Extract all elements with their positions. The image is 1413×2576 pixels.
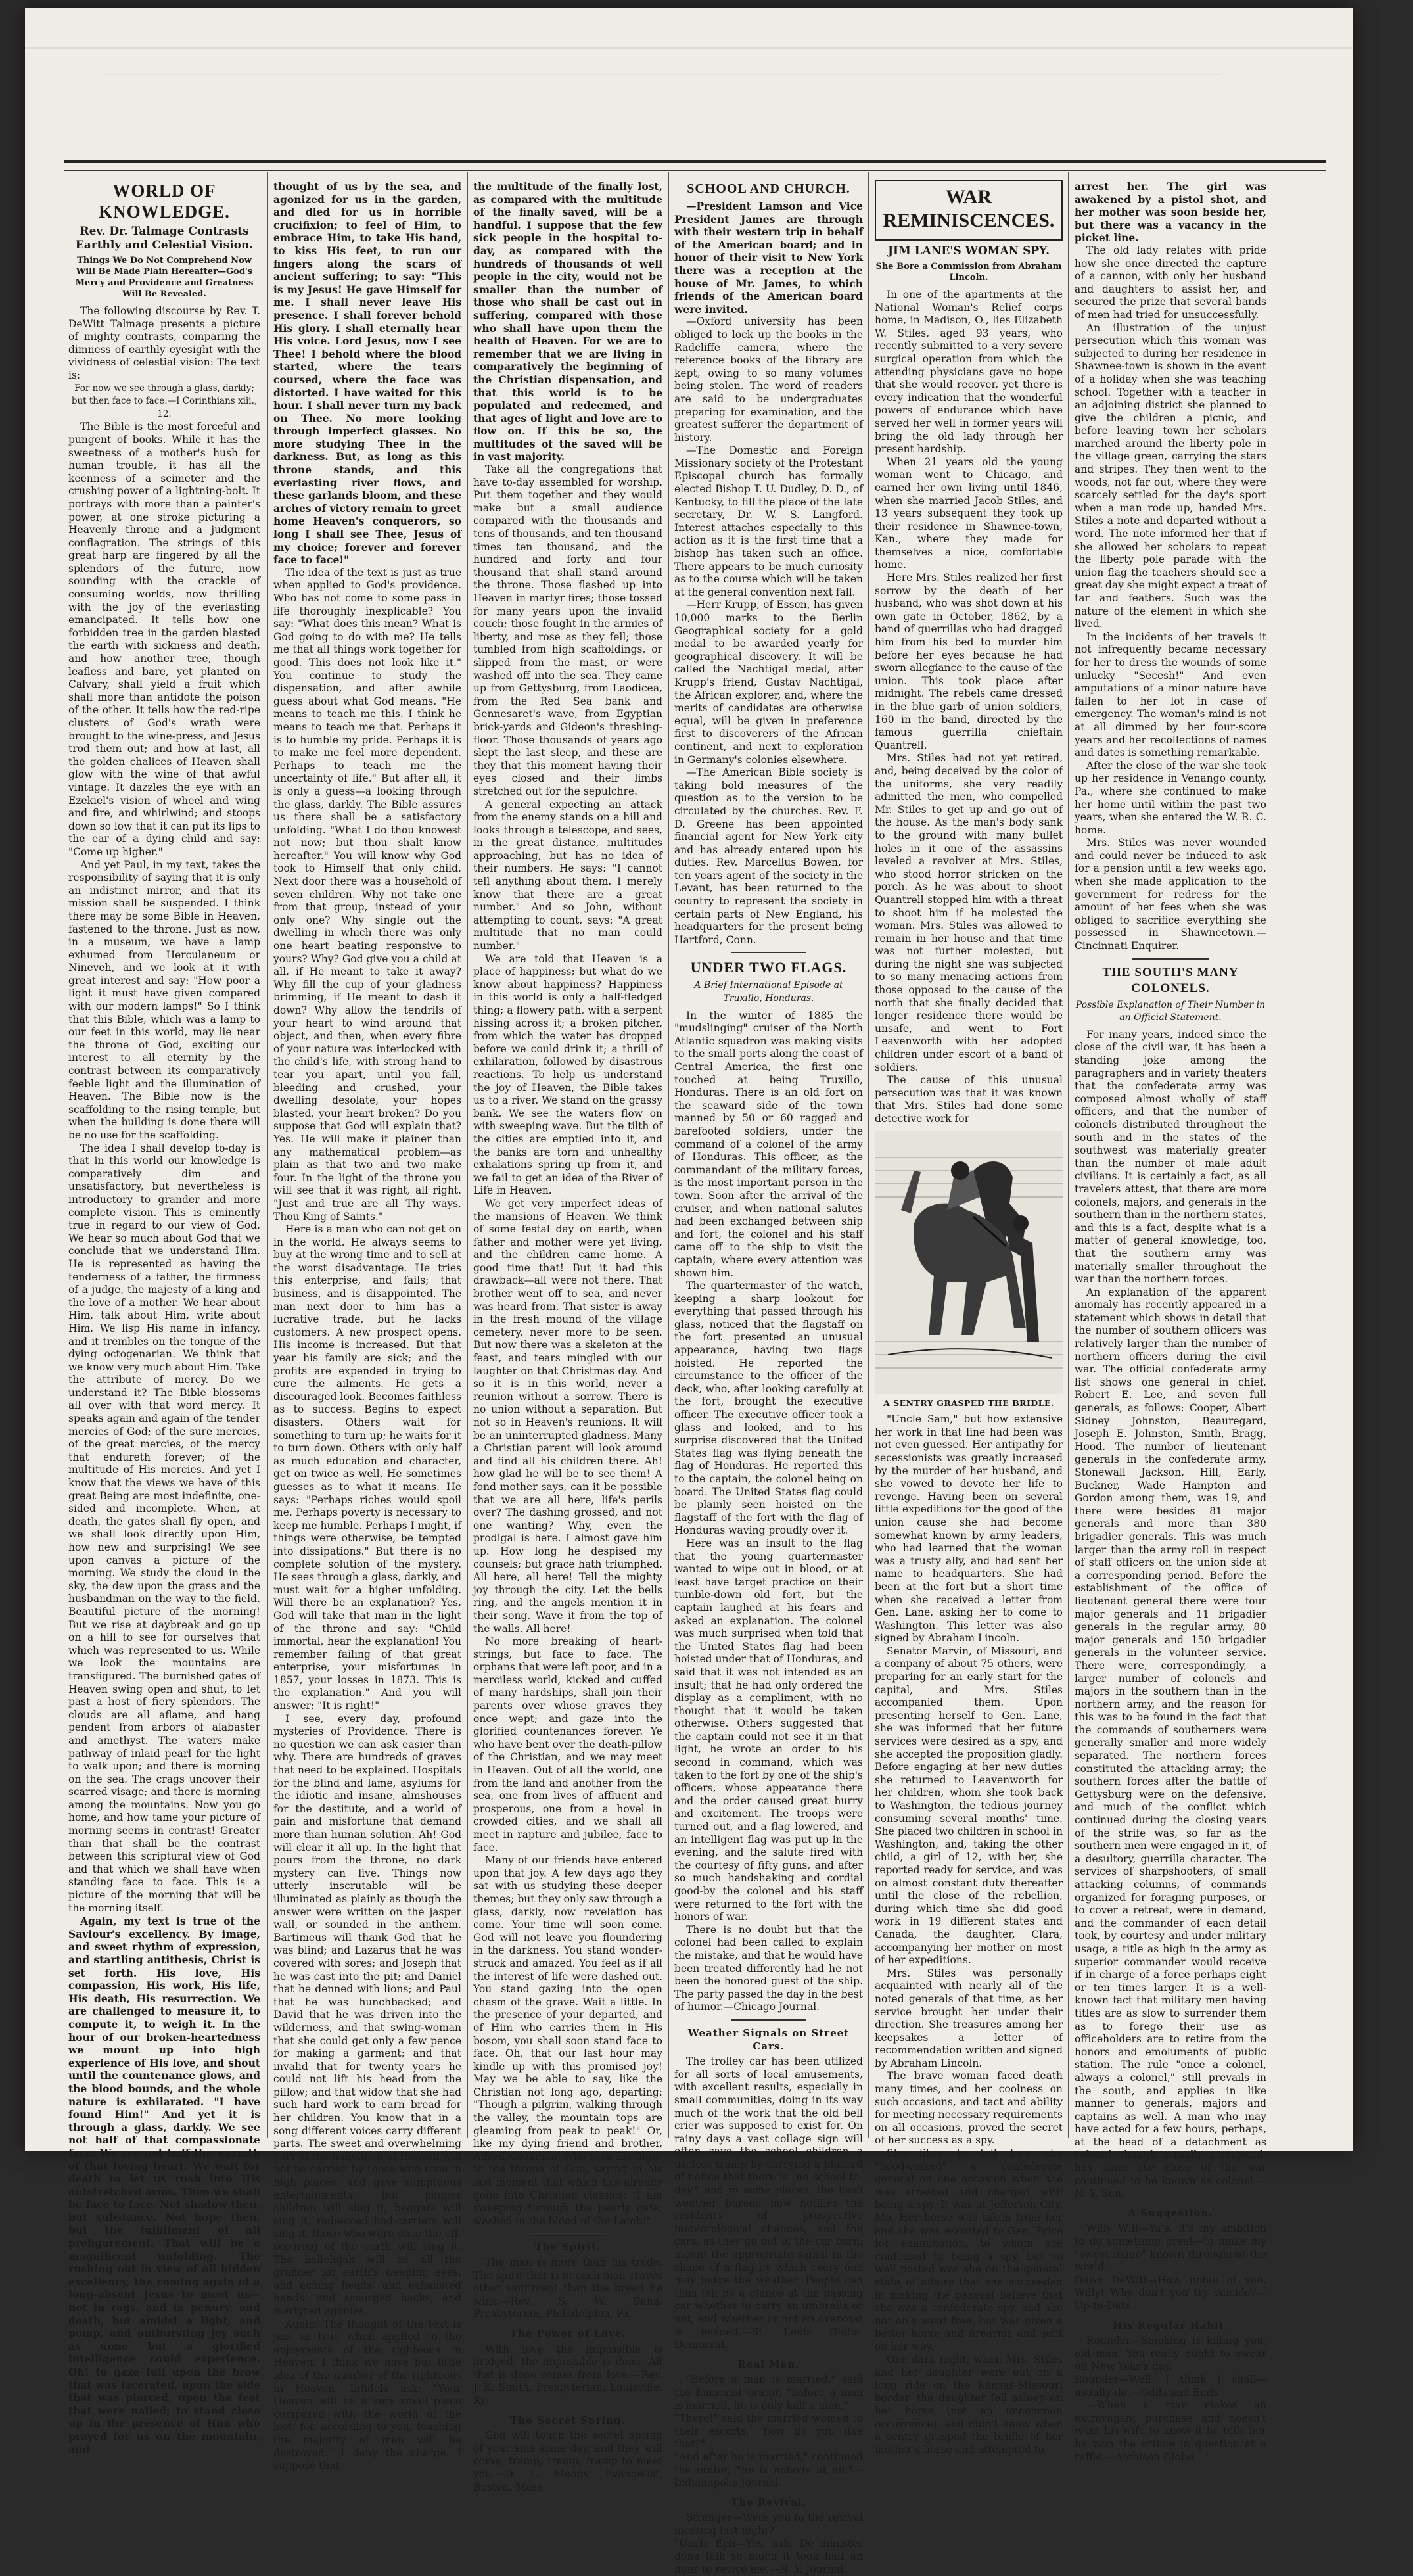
newspaper-page [25,8,1353,2575]
paragraph: Here Mrs. Stiles realized her first sorrow by the death of her husband, who was shot down at his own gate in October, 1862, by a band of guerrillas who had dragged him from his bed to murder him before her eyes because he had sworn allegiance to the cause of the union. This took place after midnight. The rebels came dressed in the blue garb of union soldiers, 160 in the band, directed by the famous guerrilla chieftain Quantrell. [875,572,1063,751]
paragraph: Willy Wilt—Ya's, it's my ambition to do something great—to make my "sweet name" known throughout the world. Daisy DeWitt—How noble of you, Willy! Why don't you try suicide?—Up-to-Date. [1075,2222,1266,2312]
paragraph: The trolley car has been utilized for all sorts of local amusements, with excellent results, especially in small communities, doing in its way much of the work that the old bell crier was supposed to exist for. On rainy days a vast collage sign will often save the school children a useless tramp by carrying a placard of notice that there is "no school to-day," and in some places, the local weather bureau now notifies the residents of prospective meteorological changes, and the cars, as they go out of the car barn, mount the appropriate signal in the shape of a flag by which every one may judge the weather. People can thus tell by a glance at the passing car whether to carry an umbrella or not, and whether or not an overcoat is needed.—St. Louis Globe-Democrat. [674,2055,863,2351]
headline-box [875,180,1063,241]
paragraph: —Herr Krupp, of Essen, has given 10,000 marks to the Berlin Geographical society for a gold medal to be awarded yearly for geographical discovery. It will be called the Nachtigal medal, after Krupp's friend, Gustav Nachtigal, the African explorer, and, where the merits of candidates are otherwise equal, will be given in preference first to discoverers of the African continent, and next to exploration in Germany's colonies elsewhere. [674,599,863,766]
paragraph: A general expecting an attack from the enemy stands on a hill and looks through a telescope, and sees, in the great distance, multitudes approaching, but has no idea of their numbers. He says: "I cannot tell anything about them. I merely know that there are a great number." And so John, without attempting to count, says: "A great multitude that no man could number." [473,798,662,952]
subdeck: She Bore a Commission from Abraham Lincoln. [875,262,1062,283]
paragraph: Mrs. Stiles was never wounded and could never be induced to ask for a pension until a few weeks ago, when she made application to the government for redress for the amount of her fees when she was obliged to sacrifice everything she possessed in Shawneetown.—Cincinnati Enquirer. [1075,837,1266,952]
divider [731,952,806,953]
column-3 [473,180,662,2493]
paragraph: We get very imperfect ideas of the mansions of Heaven. We think of some festal day on earth, when father and mother were yet living, and the children came home. A good time that! But it had this drawback—all were not there. That brother went off to sea, and never was heard from. That sister is away in the fresh mound of the village cemetery, never more to be seen. But now there was a skeleton at the feast, and tears mingled with our laughter on that Christmas day. And so it is in this world, never a reunion without a sorrow. There is no union without a separation. But not so in Heaven's reunions. It will be an uninterrupted gladness. Many a Christian parent will look around and find all his children there. Ah! how glad he will be to see them! A fond mother says, can it be possible that we are all here, life's perils over? The dashing grossed, and not one wanting? Why, even the prodigal is here. I almost gave him up. How long he despised my counsels; but grace hath triumphed. All here, all here! Tell the mighty joy through the city. Let the bells ring, and the angels mention it in their song. Wave it from the top of the walls. All here! [473,1197,662,1635]
paragraph: "Uncle Sam," but how extensive her work in that line had been was not even guessed. Her antipathy for secessionists was greatly increased by the murder of her husband, and she vowed to devote her life to revenge. Having been on several little expeditions for the good of the union cause she had become somewhat known by army leaders, who had learned that the woman was a trusty ally, and had sent her name to headquarters. She had been at the fort but a short time when she received a letter from Gen. Lane, asking her to come to Washington. This letter was also signed by Abraham Lincoln. [875,1413,1063,1645]
column-rule [868,172,869,2138]
paragraph: I see, every day, profound mysteries of Providence. There is no question we can ask easier than why. There are hundreds of graves that need to be explained. Hospitals for the blind and lame, asylums for the idiotic and insane, almshouses for the destitute, and a world of pain and misfortune that demand more than human solution. Ah! God will clear it all up. In the light that pours from the throne, no dark mystery can live. Things now utterly inscrutable will be illuminated as plainly as though the answer were written on the jasper wall, or sounded in the anthem. Bartimeus will thank God that he was blind; and Lazarus that he was covered with sores; and Joseph that he was cast into the pit; and Daniel that he denned with lions; and Paul that he was hunchbacked; and David that he was driven into the wilderness, and that swing-woman that she could get only a few pence for making a garment; and that invalid that for twenty years he could not lift his head from the pillow; and that widow that she had such hard work to earn bread for her children. You know that in a song different voices carry different parts. The sweet and overwhelming part of the hallelujah of Heaven will not be carried by those who rode in high places, and gave sumptuous entertainments, but pauper children will sing it, beggars will sing it, redeemed hod-carriers will sing it, those who were once the off-scouring of the earth will sing it. The hallelujah will be all the grander for earth's weeping eyes, and aching heads, and exhausted hands, and scourged backs, and martyred agonies. [273,1712,461,2317]
engraving-image [875,1131,1063,1394]
paragraph: We are told that Heaven is a place of happiness; but what do we know about happiness? Happiness in this world is only a half-fledged thing; a flowery path, with a serpent hissing across it; a broken pitcher, from which the water has dropped before we could drink it; a thrill of exhilaration, followed by disastrous reactions. To help us understand the joy of Heaven, the Bible takes us to a river. We stand on the grassy bank. We see the waters flow on with sweeping wave. But the tilth of the cities are emptied into it, and the banks are torn and unhealthy exhalations spring up from it, and we fail to get an idea of the River of Life in Heaven. [473,952,662,1197]
headline: THE SOUTH'S MANY COLONELS. [1102,965,1239,995]
paragraph: Take all the congregations that have to-day assembled for worship. Put them together and they would make but a small audience compared with the thousands and tens of thousands, and ten thousand times ten thousand, and the hundred and forty and four thousand that shall stand around the throne. Those flashed up into Heaven in martyr fires; those tossed for many years upon the invalid couch; those fought in the armies of liberty, and rose as they fell; those tumbled from high scaffoldings, or slipped from the mast, or were washed off into the sea. They came up from Gettysburg, from Laodicea, from the Red Sea bank and Gennesaret's wave, from Egyptian brick-yards and Gideon's threshing-floor. Those thousands of years ago slept the last sleep, and these are they that this moment having their eyes closed and their limbs stretched out for the sepulchre. [473,463,662,797]
illustration-caption: A SENTRY GRASPED THE BRIDLE. [883,1397,1054,1408]
paragraph: "Before a man is married," said the humorist orator, "before a man is married, he is only half a man." "There!" said the married women to their escorts, "how do you like that?" "And after he is married," continued the orator, "he is nobody at all."—Indianapolis Journal. [674,2374,863,2489]
paragraph: There is no doubt but that the colonel had been called to explain the mistake, and that he would have been treated differently had he not been the honored guest of the ship. The party passed the day in the best of humor.—Chicago Journal. [674,1923,863,2013]
paragraph: The idea I shall develop to-day is that in this world our knowledge is comparatively dim and unsatisfactory, but nevertheless is introductory to grander and more complete vision. This is eminently true in regard to our view of God. We hear so much about God that we conclude that we understand Him. He is represented as having the tenderness of a father, the firmness of a judge, the majesty of a king and the love of a mother. We hear about Him, talk about Him, write about Him. We lisp His name in infancy, and it trembles on the tongue of the dying octogenarian. We think that we know very much about Him. Take the attribute of mercy. Do we understand it? The Bible blossoms all over with that word mercy. It speaks again and again of the tender mercies of God; of the sure mercies, of the great mercies, of the mercy that endureth forever; of the multitude of His mercies. And yet I know that the views we have of this great Being are most indefinite, one-sided and incomplete. When, at death, the gates shall fly open, and we shall look directly upon Him, how new and surprising! We see upon canvas a picture of the morning. We study the cloud in the sky, the dew upon the grass and the husbandman on the way to the field. Beautiful picture of the morning! But we rise at daybreak and go up on a hill to see for ourselves that which was represented to us. While we look the mountains are transfigured. The burnished gates of Heaven swing open and shut, to let past a host of fiery splendors. The clouds are all aflame, and hang pendent from arbors of alabaster and amethyst. The waters make pathway of inlaid pearl for the light to walk upon; and there is morning on the sea. The crags uncover their scarred visage; and there is morning among the mountains. Now you go home, and how tame your picture of morning seems in contrast! Greater than that shall be the contrast between this scriptural view of God and that which we shall have when standing face to face. This is a picture of the morning that will be the morning itself. [68,1142,260,1914]
paragraph: The old lady relates with pride how she once directed the capture of a cannon, with only her husband and daughters to assist her, and secured the prize that several bands of men had tried for unsuccessfully. [1075,244,1266,321]
paragraph: Again: The thought of the text is just as true when applied to the enjoyments of the righteous in Heaven. I think we have but little idea of the number of the righteous in Heaven. Infidels ask: "Your Heaven will be a very small place compared with the world of the lost; for, according to you, teaching the majority of men will be destroyed." I deny the charge. I suppose that [273,2318,461,2472]
column-5 [875,180,1063,2456]
paragraph: —When a man makes an extravagant purchase and doesn't want his wife to know it he tells her he won the article in question at a raffle.—Atchison Globe. [1075,2399,1266,2463]
column-rule [668,172,669,2138]
column-2 [273,180,461,2472]
paragraph: thought of us by the sea, and agonized for us in the garden, and died for us in horrible crucifixion; to feel of Him, to embrace Him, to take His hand, to kiss His feet, to run our fingers along the scars of ancient suffering; to say: "This is my Jesus! He gave Himself for me. I shall never leave His presence. I shall forever behold His glory. I shall eternally hear His voice. Lord Jesus, now I see Thee! I behold where the blood started, where the tears coursed, where the face was distorted. I have waited for this hour. I shall never turn my back on Thee. No more looking through imperfect glasses. No more studying Thee in the darkness. But, as long as this throne stands, and this everlasting river flows, and these garlands bloom, and these arches of victory remain to greet home Heaven's conquerors, so long I shall see Thee, Jesus of my choice; forever and forever face to face!" [273,180,461,567]
headline: WAR REMINISCENCES. [883,186,1055,231]
subhead: The Spirit. [534,2241,601,2253]
paragraph: The Bible is the most forceful and pungent of books. While it has the sweetness of a mother's hush for human trouble, it has all the keenness of a scimeter and the crushing power of a lightning-bolt. It portrays with more than a painter's power, at one stroke picturing a Heavenly throne and a judgment conflagration. The strings of this great harp are fingered by all the splendors of the future, now sounding with the crackle of consuming worlds, now thrilling with the joy of the everlasting emancipated. It tells how one forbidden tree in the garden blasted the earth with sickness and death, and how another tree, though leafless and bare, yet planted on Calvary, shall yield a fruit which shall more than antidote the poison of the other. It tells how the red-ripe clusters of God's wrath were brought to the wine-press, and Jesus trod them out; and how at last, all the golden chalices of Heaven shall glow with the wine of that awful vintage. It dazzles the eye with an Ezekiel's vision of wheel and wing and fire, and whirlwind; and stoops down so low that it can put its lips to the ear of a dying child and say: "Come up higher." [68,421,260,858]
paragraph: In the incidents of her travels it not infrequently became necessary for her to dress the wounds of some unlucky "Secesh!" And even amputations of a minor nature have fallen to her lot in case of emergency. The woman's mind is not at all dimmed by her four-score years and her recollections of names and dates is something remarkable. [1075,630,1266,759]
masthead-rule [64,160,1326,171]
column-6 [1075,180,1266,2463]
paragraph: After the close of the war she took up her residence in Venango county, Pa., where she continued to make her home until within the past two years, when she entered the W. R. C. home. [1075,759,1266,836]
paragraph: For many years, indeed since the close of the civil war, it has been a standing joke among the paragraphers and in variety theaters that the confederate army was composed almost wholly of staff officers, and that the number of colonels distributed throughout the south and in the states of the southwest was materially greater than the number of male adult civilians. It is certainly a fact, as all travelers attest, that there are more colonels, majors, and generals in the southern than in the northern states, and this is a fact, despite what is a matter of general knowledge, too, that the southern army was materially smaller throughout the war than the northern forces. [1075,1028,1266,1286]
subhead: The Power of Love. [509,2327,626,2339]
subhead: Weather Signals on Street Cars. [687,2026,850,2052]
column-4 [674,180,863,2575]
paragraph: Senator Marvin, of Missouri, and a company of about 75 others, were preparing for an early start for the capital, and Mrs. Stiles accompanied them. Upon presenting herself to Gen. Lane, she was informed that her future services were desired as a spy, and she accepted the proposition gladly. Before engaging at her new duties she returned to Leavenworth for her children, whom she took back to Washington, the tedious journey consuming several months' time. She placed two children in school in Washington, and, taking the other child, a girl of 12, with her, she reported ready for service, and was on almost constant duty thereafter until the close of the rebellion, during which time she did good work in 19 different states and Canada, the daughter, Clara, accompanying her mother on most of her expeditions. [875,1645,1063,1967]
page-scuff [25,47,1353,49]
paragraph: With love the impossible is bridged, the impossible is done. All that is done comes from love.—Rev. J. K. Smith, Presbyterian, Louisville, Ky. [473,2343,662,2406]
paragraph: The quartermaster of the watch, keeping a sharp lookout for everything that passed through his glass, noticed that the flagstaff on the fort presented an unusual appearance, having two flags hoisted. He reported the circumstance to the officer of the deck, who, after looking carefully at the fort, brought the executive officer. The executive officer took a glass and looked, and to his surprise discovered that the United States flag was flying beneath the flag of Honduras. He reported this to the captain, the colonel being on board. The United States flag could be plainly seen hoisted on the flagstaff of the fort with the flag of Honduras waving proudly over it. [674,1280,863,1537]
paragraph: —President Lamson and Vice President James are through with their western trip in behalf of the American board; and in honor of their visit to New York there was a reception at the house of Mr. James, to which friends of the American board were invited. [674,200,863,316]
paragraph: Here is a man who can not get on in the world. He always seems to buy at the wrong time and to sell at the worst disadvantage. He tries this enterprise, and fails; that business, and is disappointed. The man next door to him has a lucrative trade, but he lacks customers. A new prospect opens. His income is increased. But that year his family are sick; and the profits are expended in trying to cure the ailments. He gets a discouraged look. Becomes faithless as to success. Begins to expect disasters. Others wait for something to turn up; he waits for it to turn down. Others with only half as much education and character, get on twice as well. He sometimes guesses as to what it means. He says: "Perhaps riches would spoil me. Perhaps poverty is necessary to keep me humble. Perhaps I might, if things were otherwise, be tempted into dissipations." But there is no complete solution of the mystery. He sees through a glass, darkly, and must wait for a higher unfolding. Will there be an explanation? Yes, God will take that man in the light of the throne and say: "Child immortal, hear the explanation! You remember failing of that great enterprise, your misfortunes in 1857, your losses in 1873. This is the explanation." And you will answer: "It is right!" [273,1223,461,1712]
paragraph: Stranger—Were you to the revival meeting last night? "Uncle Eph—Yes, sah. De minister done talk so much it took half an hour to revive me.—N. Y. Journal. [674,2512,863,2575]
divider [530,2233,605,2234]
paragraph: An explanation of the apparent anomaly has recently appeared in a statement which shows in detail that the number of southern officers was relatively larger than the number of northern officers during the civil war. The official confederate army list shows one general in chief, Robert E. Lee, and seven full generals, as follows: Cooper, Albert Sidney Johnston, Beauregard, Joseph E. Johnston, Smith, Bragg, Hood. The number of lieutenant generals in the confederate army, Stonewall Jackson, Hill, Early, Buckner, Wade Hampton and Gordon among them, was 19, and there were besides 81 major generals and more than 380 brigadier generals. This was much larger than the army roll in respect of staff officers on the union side at a corresponding period. Before the establishment of the office of lieutenant general there were four major generals and 11 brigadier generals in the regular army, 80 major generals and 150 brigadier generals in the volunteer service. There were, correspondingly, a larger number of colonels and majors in the southern than in the northern army, and the reason for this was to be found in the fact that the commands of southerners were generally smaller and more widely separated. The northern forces constituted the attacking army; the southern forces after the battle of Gettysburg were on the defensive, and much of the conflict which continued during the closing years of the strife was, so far as the southern men were engaged in it, of a desultory, guerrilla character. The services of sharpshooters, of small attacking columns, of commands organized for foraging purposes, or to cover a retreat, were in demand, and the commander of each detail took, by courtesy and under military usage, a title as high in the army as superior commander would receive if in charge of a force perhaps eight or ten times larger. It is a well-known fact that military men having titles are as slow to surrender them as to forego their use as officeholders are to retire from the honors and emoluments of public station. The rule "once a colonel, always a colonel," still prevails in the south, and applies in like manner to generals, majors and captains as well. A man who may have acted for a few hours, perhaps, at the head of a detachment as colonel, though actually a corporal, has since the close of the war continued to be known as colonel.—N. Y. Sun. [1075,1286,1266,2200]
paragraph: Here was an insult to the flag that the young quartermaster wanted to wipe out in blood, or at least have target practice on their tumble-down old fort, but the captain laughed at his fears and asked an explanation. The colonel was much surprised when told that the United States flag had been hoisted under that of Honduras, and said that it was not intended as an insult; that he had only ordered the display as a compliment, with no thought that it would be taken otherwise. Others suggested that the captain could not see it in that light, he wrote an order to his second in command, which was taken to the fort by one of the ship's officers, whose appearance there and the order caused great hurry and excitement. The troops were turned out, and a flag lowered, and an intelligent flag was put up in the evening, and the salute fired with the courtesy of fifty guns, and after so much handshaking and cordial good-by the colonel and his staff were returned to the fort with the honors of war. [674,1537,863,1923]
page-scuff [104,74,1221,75]
paragraph: Mrs. Stiles was personally acquainted with nearly all of the noted generals of that time, as her service brought her under their direction. She treasures among her keepsakes a letter of recommendation written and signed by Abraham Lincoln. [875,1967,1063,2069]
paragraph: —Oxford university has been obliged to lock up the books in the Radcliffe camera, where the reference books of the library are kept, owing to so many volumes being stolen. The word of readers are said to be undergraduates preparing for examination, and the greatest sufferer the department of history. [674,316,863,444]
paragraph: Again, my text is true of the Saviour's excellency. By image, and sweet rhythm of expression, and startling antithesis, Christ is set forth. His love, His compassion, His work, His life, His death, His resurrection. We are challenged to measure it, to compute it, to weigh it. In the hour of our broken-heartedness we mount up into high experience of His love, and shout until the countenance glows, and the blood bounds, and the whole nature is exhilarated. "I have found Him!" And yet it is through a glass, darkly. We see not half of that compassionate face. We see not half the warmth of that loving heart. We wait for death to let us rush into His outstretched arms. Then we shall be face to face. Not shadow then, but substance. Not hope then, but the fulfillment of all prefigurement. That will be a magnificent unfolding. The rushing out in view of all hidden excellency, the coming again of a long-absent Jesus to meet us—not in rags, and in penury, and death, but amidst a light, and pomp, and outbursting joy such as none but a glorified intelligence could experience. Oh! to gaze full upon the brow that was lacerated, upon the side that was pierced, upon the feet that were nailed; to stand close up in the presence of Him who prayed for us on the mountain, and [68,1915,260,2456]
headline: UNDER TWO FLAGS. [690,959,847,976]
headline: SCHOOL AND CHURCH. [687,181,850,196]
deck: JIM LANE'S WOMAN SPY. [887,245,1050,258]
divider [731,2019,806,2021]
column-rule [1068,172,1069,2138]
subhead: Real Men. [737,2358,800,2370]
paragraph: The following discourse by Rev. T. DeWitt Talmage presents a picture of mighty contrasts, comparing the dimness of earthly eyesight with the vividness of celestial vision: The text is: [68,305,260,381]
column-rule [467,172,468,2138]
paragraph: arrest her. The girl was awakened by a pistol shot, and her mother was soon beside her, but there was a vacancy in the picket line. [1075,180,1266,245]
paragraph: An illustration of the unjust persecution which this woman was subjected to during her residence in Shawnee-town is shown in the event of a holiday when she was teaching school. Together with a teacher in an adjoining district she planned to give the children a picnic, and before leaving town her scholars marched around the liberty pole in the village green, carrying the stars and stripes. They then went to the woods, not far out, where they were scarcely settled for the day's sport when a man rode up, handed Mrs. Stiles a note and departed without a word. The note informed her that if she allowed her scholars to repeat the liberty pole parade with the union flag the teachers should see a great day she might expect a treat of tar and feathers. Such was the nature of the element in which she lived. [1075,321,1266,630]
paragraph: No more breaking of heart-strings, but face to face. The orphans that were left poor, and in a merciless world, kicked and cuffed of many hardships, shall join their parents over whose graves they once wept; and gaze into the glorified countenances forever. Ye who have bent over the death-pillow of the Christian, and we may meet in Heaven. Out of all the world, one from the land and another from the sea, one from lives of affluent and prosperous, one from a hovel in crowded cities, and we shall all meet in rapture and jubilee, face to face. [473,1635,662,1854]
paragraph: The man is more than his trade. The spirit that is in each man craves other sentiment than the bread he wins.—Rev. S. W. Dana, Presbyterian, Philadelphia, Pa. [473,2257,662,2320]
paragraph: The brave woman faced death many times, and her coolness on such occasions, and tact and ability for meeting necessary requirements on all occasions, proved the secret of her success as a spy. [875,2070,1063,2147]
divider [1132,958,1209,960]
headline: WORLD OF KNOWLEDGE. [99,181,230,222]
subhead: A Suggestion. [1128,2207,1213,2219]
paragraph: Rounder—Smoking is killing you, old man. You really ought to swear off New Year's day. Rounder—Well, I think I shall—usually do.—Odds and Ends. [1075,2335,1266,2399]
scripture-text: For now we see through a glass, darkly; but then face to face.—I Corinthians xiii., 12. [71,383,258,419]
paragraph: Many of our friends have entered upon that joy. A few days ago they sat with us studying these deeper themes; but they only saw through a glass, darkly, now revelation has come. Your time will soon come. God will not leave you floundering in the darkness. You stand wonder-struck and amazed. You feel as if all the interest of life were dashed out. You stand gazing into the open chasm of the grave. Wait a little. In the presence of your departed, and of Him who carries them in His bosom, you shall soon stand face to face. Oh, that our last hour may kindle up with this promised joy! May we be able to say, like the Christian not long ago, departing: "Though a pilgrim, walking through the valley, the mountain tops are gleaming from peak to peak!" Or, like my dying friend and brother, Alfred Cookman, who took his flight to the throne of God, saying in his last moment that which has already gone into Christian classics: "I am sweeping through the pearly gate, washed in the blood of the Lamb!" [473,1854,662,2227]
column-1 [68,180,260,2456]
illustration-sentry-horse [875,1131,1063,1394]
paragraph: The idea of the text is just as true when applied to God's providence. Who has not come to some pass in life thoroughly inexplicable? You say: "What does this mean? What is God going to do with me? He tells me that all things work together for good. This does not look like it." You continue to study the dispensation, and after awhile guess about what God means. "He means to teach me this. I think he means to teach me that. Perhaps it is to humble my pride. Perhaps it is to make me feel more dependent. Perhaps to teach me the uncertainty of life." But after all, it is only a guess—a looking through the glass, darkly. The Bible assures us there shall be a satisfactory unfolding. "What I do thou knowest not now; but thou shalt know hereafter." You will know why God took to Himself that only child. Next door there was a household of seven children. Why not take one from that group, instead of your only one? Why single out the dwelling in which there was only one heart beating responsive to yours? Why? God give you a child at all, if He meant to take it away? Why fill the cup of your gladness brimming, if He meant to dash it down? Why allow the tendrils of your heart to wind around that object, and then, when every fibre of your nature was interlocked with the child's life, with strong hand to tear you apart, until you fall, bleeding and crushed, your dwelling desolate, your hopes blasted, your heart broken? Do you suppose that God will explain that? Yes. He will make it plainer than any mathematical problem—as plain as that two and two make four. In the light of the throne you will see that it was right, all right. "Just and true are all Thy ways, Thou King of Saints." [273,566,461,1223]
paragraph: —The Domestic and Foreign Missionary society of the Protestant Episcopal church has formally elected Bishop T. U. Dudley, D. D., of Kentucky, to fill the place of the late secretary, Dr. W. S. Langford. Interest attaches especially to this action as it is the first time that a bishop has taken such an office. There appears to be much curiosity as to the course which will be taken at the general convention next fall. [674,444,863,598]
subhead: The Secret Spring. [510,2414,626,2426]
paragraph: One dark night, when Mrs. Stiles and her daughter were out on a long ride on the Kansas-Missouri border, the daughter fell asleep on her horse (not an uncommon occurrence), and didn't know when a sentry grasped the bridle of her mother's horse and attempted to [875,2353,1063,2456]
paragraph: In one of the apartments at the National Woman's Relief corps home, in Madison, O., lies Elizabeth W. Stiles, aged 93 years, who recently submitted to a very severe surgical operation from which the attending physicians gave no hope that she would recover, yet there is every indication that the wonderful powers of endurance which have served her well in former years will bring the old lady through her present hardship. [875,289,1063,456]
paragraph: —The American Bible society is taking bold measures of the question as to the version to be circulated by the churches. Rev. F. D. Greene has been appointed financial agent for New York city and has already entered upon his duties. Rev. Marcellus Bowen, for ten years agent of the society in the Levant, has been returned to the country to represent the society in certain parts of New England, his headquarters for the present being Hartford, Conn. [674,766,863,946]
paragraph: The cause of this unusual persecution was that it was known that Mrs. Stiles had done some detective work for [875,1074,1063,1125]
subhead: His Regular Habit. [1113,2319,1228,2331]
paragraph: In the winter of 1885 the "mudslinging" cruiser of the North Atlantic squadron was making visits to the small ports along the coast of Central America, the first one touched at being Truxillo, Honduras. There is an old fort on the seaward side of the town manned by 50 or 60 ragged and barefooted soldiers, under the command of a colonel of the army of Honduras. This officer, as the commandant of the military forces, is the most important person in the town. Soon after the arrival of the cruiser, and when national salutes had been exchanged between ship and fort, the colonel and his staff came off to the ship to visit the captain, where every attention was shown him. [674,1009,863,1279]
deck: Rev. Dr. Talmage Contrasts Earthly and Celestial Vision. [75,225,254,252]
paragraph: When 21 years old the young woman went to Chicago, and earned her own living until 1846, when she married Jacob Stiles, and 13 years subsequent they took up their residence in Shawnee-town, Kan., where they made for themselves a nice, comfortable home. [875,456,1063,571]
paragraph: Mrs. Stiles had not yet retired, and, being deceived by the color of the uniforms, she very readily admitted the men, who compelled Mr. Stiles to get up and go out of the house. As the man's body sank to the ground with many bullet holes in it one of the assassins leveled a revolver at Mrs. Stiles, who stood horror stricken on the porch. As he was about to shoot Quantrell stopped him with a threat to shoot him if he molested the woman. Mrs. Stiles was allowed to remain in her house and that time was not further molested, but during the night she was subjected to so many menacing actions from those opposed to the cause of the north that she finally decided that longer residence there would be unsafe, and went to Fort Leavenworth with her adopted children under escort of a band of soldiers. [875,752,1063,1073]
deck: A Brief International Episode at Truxillo, Honduras. [694,980,843,1004]
paragraph: And yet Paul, in my text, takes the responsibility of saying that it is only an indistinct mirror, and that its mission shall be suspended. I think there may be some Bible in Heaven, fastened to the throne. Just as now, in a museum, we have a lamp exhumed from Herculaneum or Nineveh, and we look at it with great interest and say: "How poor a light it must have given compared with our modern lamps!" So I think that this Bible, which was a lamp to our feet in this world, may lie near the throne of God, exciting our interest to all eternity by the contrast between its comparatively feeble light and the illumination of Heaven. The Bible now is the scaffolding to the rising temple, but when the building is done there will be no use for the scaffolding. [68,858,260,1141]
paragraph: She likes to tell how she "hoodwinked" a confederate general on one occasion when she was arrested and charged with being a spy. It was at Jefferson City, Mo. Her horse was taken from her and she was escorted to Gen. Price for examination, to whom she confessed to being a spy, but so well posted was she on the general state of affairs that she succeeded in making the general believe that she was a confederate spy, and she not only went free, but was given a better horse and firearms and sent on her way. [875,2147,1063,2353]
paragraph: God will touch the secret spring of your sins some day, and they will come, tramp, tramp, tramp to meet you.—D. L. Moody, Evangelist, Boston, Mass. [473,2429,662,2493]
column-rule [267,172,268,2138]
paragraph: the multitude of the finally lost, as compared with the multitude of the finally saved, will be a handful. I suppose that the few sick people in the hospital to-day, as compared with the hundreds of thousands of well people in the city, would not be smaller than the number of those who shall be cast out in suffering, compared with those who shall have upon them the health of Heaven. For we are to remember that we are living in comparatively the beginning of the Christian dispensation, and that this world is to be populated and redeemed, and that ages of light and love are to flow on. If this be so, the multitudes of the saved will be in vast majority. [473,180,662,463]
deck: Possible Explanation of Their Number in an Official Statement. [1075,999,1266,1023]
subdeck: Things We Do Not Comprehend Now Will Be Made Plain Hereafter—God's Mercy and Providence and Greatness Will Be Revealed. [75,256,254,299]
subhead: The Revival. [731,2496,806,2508]
